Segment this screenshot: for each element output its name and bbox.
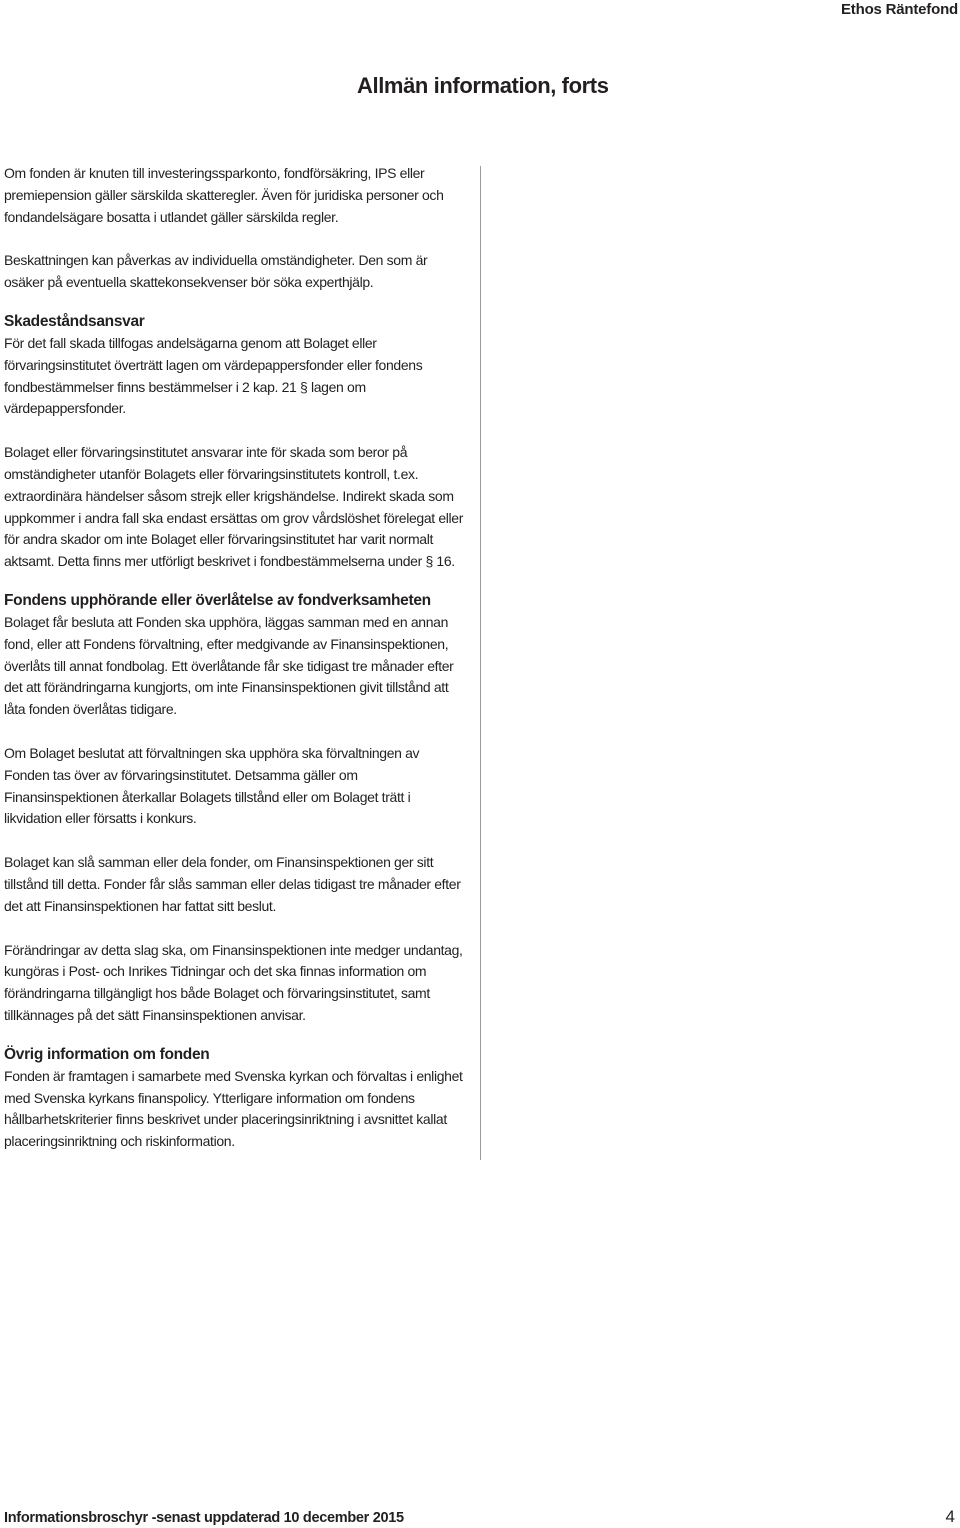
paragraph-liability-1: För det fall skada tillfogas andelsägarna genom att Bolaget eller förvaringsinstitutet överträtt lagen om värdepappersfonder eller fondens fondbestämmelser finns bestämmelser i 2 kap. 21 § lagen om värdepappersfonder. [4, 334, 423, 417]
section-other-info [4, 1044, 466, 1153]
paragraph-liability-2: Bolaget eller förvaringsinstitutet ansvarar inte för skada som beror på omständigheter utanför Bolagets eller förvaringsinstitutets kontroll, t.ex. extraordinära händelser såsom strejk eller krigshändelse. Indirekt skada som uppkommer i andra fall ska endast ersättas om grov vårdslöshet förelegat eller för andra skador om inte Bolaget eller förvaringsinstitutet har varit normalt aktsamt. Detta finns mer utförligt beskrivet i fondbestämmelserna under § 16. [4, 444, 464, 570]
paragraph-termination-3: Bolaget kan slå samman eller dela fonder, om Finansinspektionen ger sitt tillstånd till detta. Fonder får slås samman eller delas tidigast tre månader efter det att Finansinspektionen har fattat sitt beslut. [4, 854, 461, 914]
paragraph-termination-2: Om Bolaget beslutat att förvaltningen ska upphöra ska förvaltningen av Fonden tas över av förvaringsinstitutet. Detsamma gäller om Finansinspektionen återkallar Bolagets tillstånd eller om Bolaget trätt i likvidation eller försatts i konkurs. [4, 744, 420, 827]
main-text-column [4, 163, 466, 1153]
paragraph-tax-rules: Om fonden är knuten till investeringssparkonto, fondförsäkring, IPS eller premiepension gäller särskilda skatteregler. Även för juridiska personer och fondandelsägare bosatta i utlandet gäller särskilda regler. [4, 165, 444, 225]
section-termination [4, 590, 466, 1027]
page-title: Allmän information, forts [357, 73, 609, 98]
paragraph-termination-4: Förändringar av detta slag ska, om Finansinspektionen inte medger undantag, kungöras i Post- och Inrikes Tidningar och det ska finnas information om förändringarna tillgängligt hos både Bolaget och förvaringsinstitutet, samt tillkännages på det sätt Finansinspektionen anvisar. [4, 941, 463, 1023]
paragraph-other-info-1: Fonden är framtagen i samarbete med Svenska kyrkan och förvaltas i enlighet med Svenska kyrkans finanspolicy. Ytterligare information om fondens hållbarhetskriterier finns beskrivet under placeringsinriktning i avsnittet kallat placeringsinriktning och riskinformation. [4, 1067, 463, 1150]
column-divider [480, 166, 481, 1160]
paragraph-termination-1: Bolaget får besluta att Fonden ska upphöra, läggas samman med en annan fond, eller att Fondens förvaltning, efter medgivande av Finansinspektionen, överlåts till annat fondbolag. Ett överlåtande får ske tidigast tre månader efter det att förändringarna kungjorts, om inte Finansinspektionen givit tillstånd att låta fonden överlåtas tidigare. [4, 613, 454, 718]
section-heading-termination: Fondens upphörande eller överlåtelse av fondverksamheten [4, 591, 431, 609]
section-heading-liability: Skadeståndsansvar [4, 312, 145, 330]
section-heading-other-info: Övrig information om fonden [4, 1045, 210, 1063]
fund-name-header: Ethos Räntefond [841, 1, 958, 18]
paragraph-tax-individual: Beskattningen kan påverkas av individuella omständigheter. Den som är osäker på eventuella skattekonsekvenser bör söka experthjälp. [4, 252, 428, 291]
page-number: 4 [945, 1507, 955, 1526]
section-liability [4, 311, 466, 573]
footer-text: Informationsbroschyr -senast uppdaterad 10 december 2015 [4, 1510, 404, 1526]
